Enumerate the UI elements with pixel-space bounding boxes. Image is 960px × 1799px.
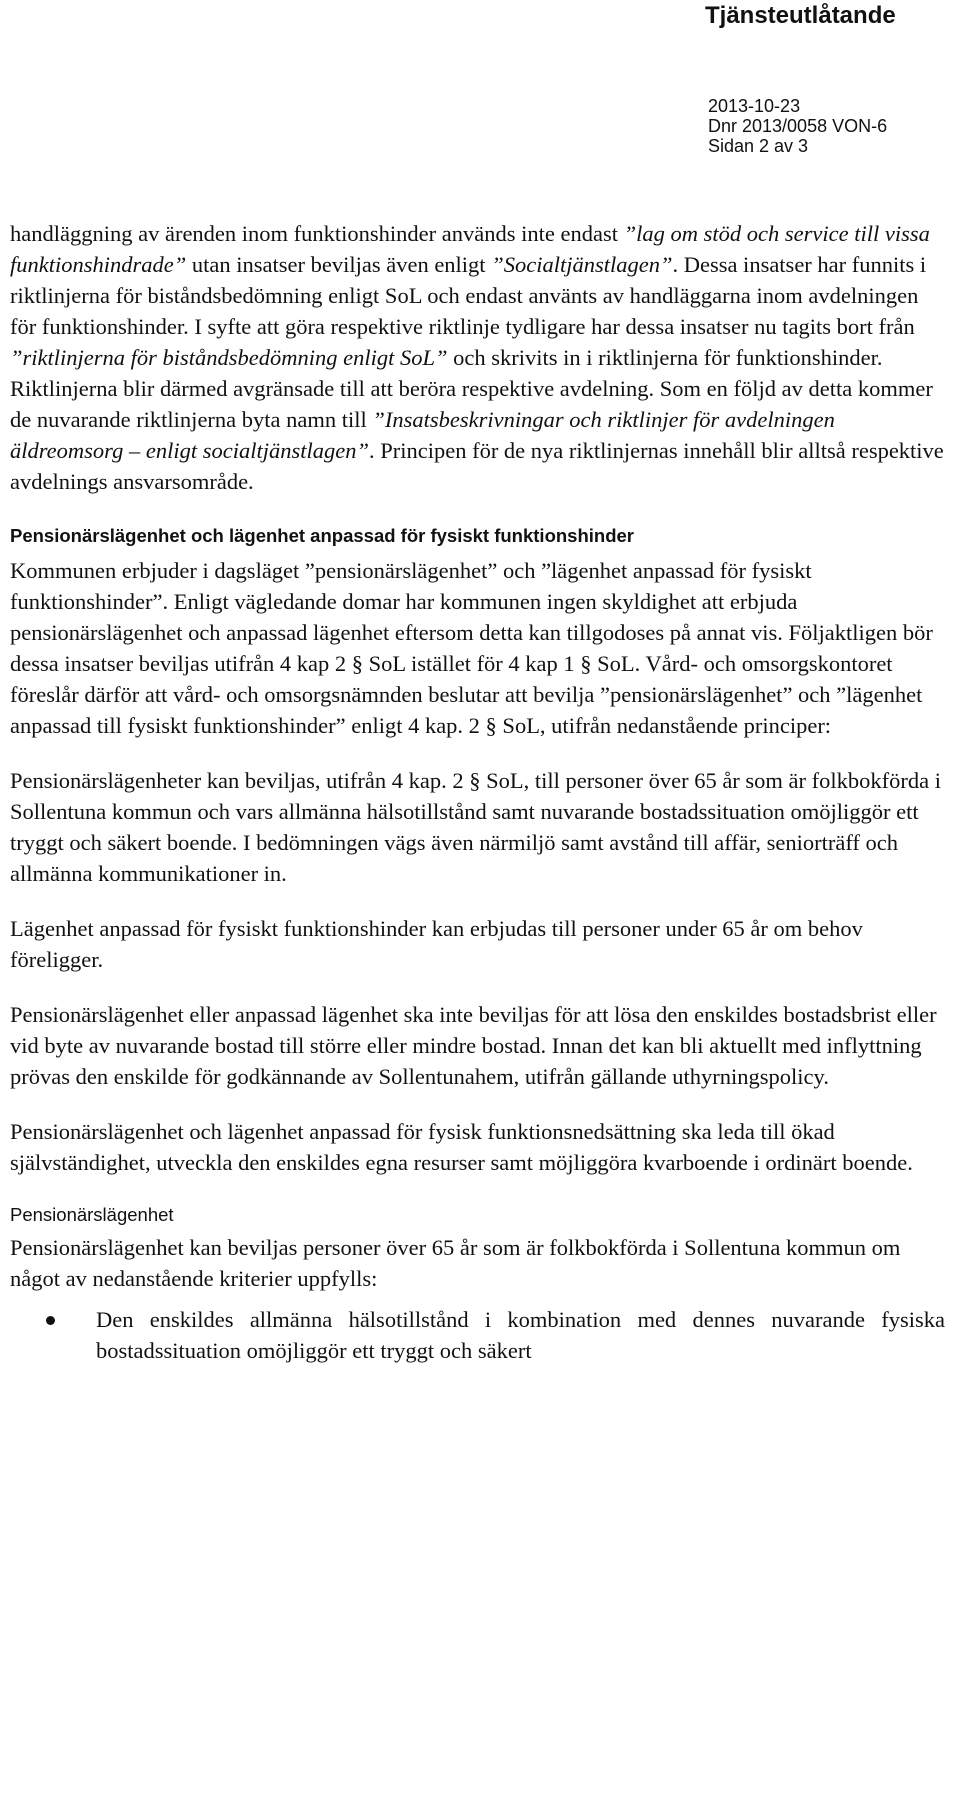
section-heading: Pensionärslägenhet och lägenhet anpassad för fysiskt funktionshinder	[10, 525, 634, 546]
page-number: Sidan 2 av 3	[708, 136, 809, 156]
intro-text-3: . Dessa insatser har funnits i riktlinjerna för biståndsbedömning enligt SoL och endast använts av handläggarna inom avdelningen för funktionshinder. I syfte att göra respektive riktlinje tydligare har dessa insatser nu tagits bort från	[10, 252, 927, 339]
document-body	[10, 218, 945, 1366]
intro-text-2: utan insatser beviljas även enligt	[186, 252, 492, 277]
subsection-heading: Pensionärslägenhet	[10, 1204, 174, 1225]
subsection-paragraph: Pensionärslägenhet kan beviljas personer över 65 år som är folkbokförda i Sollentuna kommun om något av nedanstående kriterier uppfylls:	[10, 1235, 901, 1291]
section-paragraph-1: Kommunen erbjuder i dagsläget ”pensionärslägenhet” och ”lägenhet anpassad för fysiskt funktionshinder”. Enligt vägledande domar har kommunen ingen skyldighet att erbjuda pensionärslägenhet och anpassad lägenhet eftersom detta kan tillgodoses på annat vis. Följaktligen bör dessa insatser beviljas utifrån 4 kap 2 § SoL istället för 4 kap 1 § SoL. Vård- och omsorgskontoret föreslår därför att vård- och omsorgsnämnden beslutar att bevilja ”pensionärslägenhet” och ”lägenhet anpassad till fysiskt funktionshinder” enligt 4 kap. 2 § SoL, utifrån nedanstående principer:	[10, 558, 933, 738]
intro-text-4: och skrivits in i riktlinjerna för funktionshinder. Riktlinjerna blir därmed avgränsade till att beröra respektive avdelning. Som en följd av detta kommer de nuvarande riktlinjerna byta namn till	[10, 345, 933, 432]
intro-italic-3: ”riktlinjerna för biståndsbedömning enligt SoL”	[10, 345, 448, 370]
list-item-text: Den enskildes allmänna hälsotillstånd i kombination med dennes nuvarande fysiska bostadssituation omöjliggör ett tryggt och säkert	[96, 1307, 945, 1363]
section-paragraph-4: Pensionärslägenhet eller anpassad lägenhet ska inte beviljas för att lösa den enskildes bostadsbrist eller vid byte av nuvarande bostad till större eller mindre bostad. Innan det kan bli aktuellt med inflyttning prövas den enskilde för godkännande av Sollentunahem, utifrån gällande uthyrningspolicy.	[10, 1002, 937, 1089]
list-item	[10, 1304, 945, 1366]
intro-text-1: handläggning av ärenden inom funktionshinder används inte endast	[10, 221, 624, 246]
document-date: 2013-10-23	[708, 96, 801, 116]
document-title: Tjänsteutlåtande	[705, 2, 896, 29]
bullet-icon	[46, 1316, 55, 1325]
intro-italic-2: ”Socialtjänstlagen”	[491, 252, 673, 277]
document-meta	[708, 96, 887, 156]
section-paragraph-5: Pensionärslägenhet och lägenhet anpassad för fysisk funktionsnedsättning ska leda till ökad självständighet, utveckla den enskildes egna resurser samt möjliggöra kvarboende i ordinärt boende.	[10, 1119, 913, 1175]
criteria-list	[10, 1304, 945, 1366]
intro-text-5: . Principen för de nya riktlinjernas innehåll blir alltså respektive avdelnings ansvarsområde.	[10, 438, 944, 494]
intro-italic-1: ”lag om stöd och service till vissa funktionshindrade”	[10, 221, 930, 277]
intro-italic-4: ”Insatsbeskrivningar och riktlinjer för avdelningen äldreomsorg – enligt socialtjänstlagen”	[10, 407, 835, 463]
section-paragraph-2: Pensionärslägenheter kan beviljas, utifrån 4 kap. 2 § SoL, till personer över 65 år som är folkbokförda i Sollentuna kommun och vars allmänna hälsotillstånd samt nuvarande bostadssituation omöjliggör ett tryggt och säkert boende. I bedömningen vägs även närmiljö samt avstånd till affär, seniorträff och allmänna kommunikationer in.	[10, 768, 942, 886]
document-dnr: Dnr 2013/0058 VON-6	[708, 116, 888, 136]
intro-paragraph	[10, 218, 945, 497]
section-paragraph-3: Lägenhet anpassad för fysiskt funktionshinder kan erbjudas till personer under 65 år om behov föreligger.	[10, 916, 863, 972]
